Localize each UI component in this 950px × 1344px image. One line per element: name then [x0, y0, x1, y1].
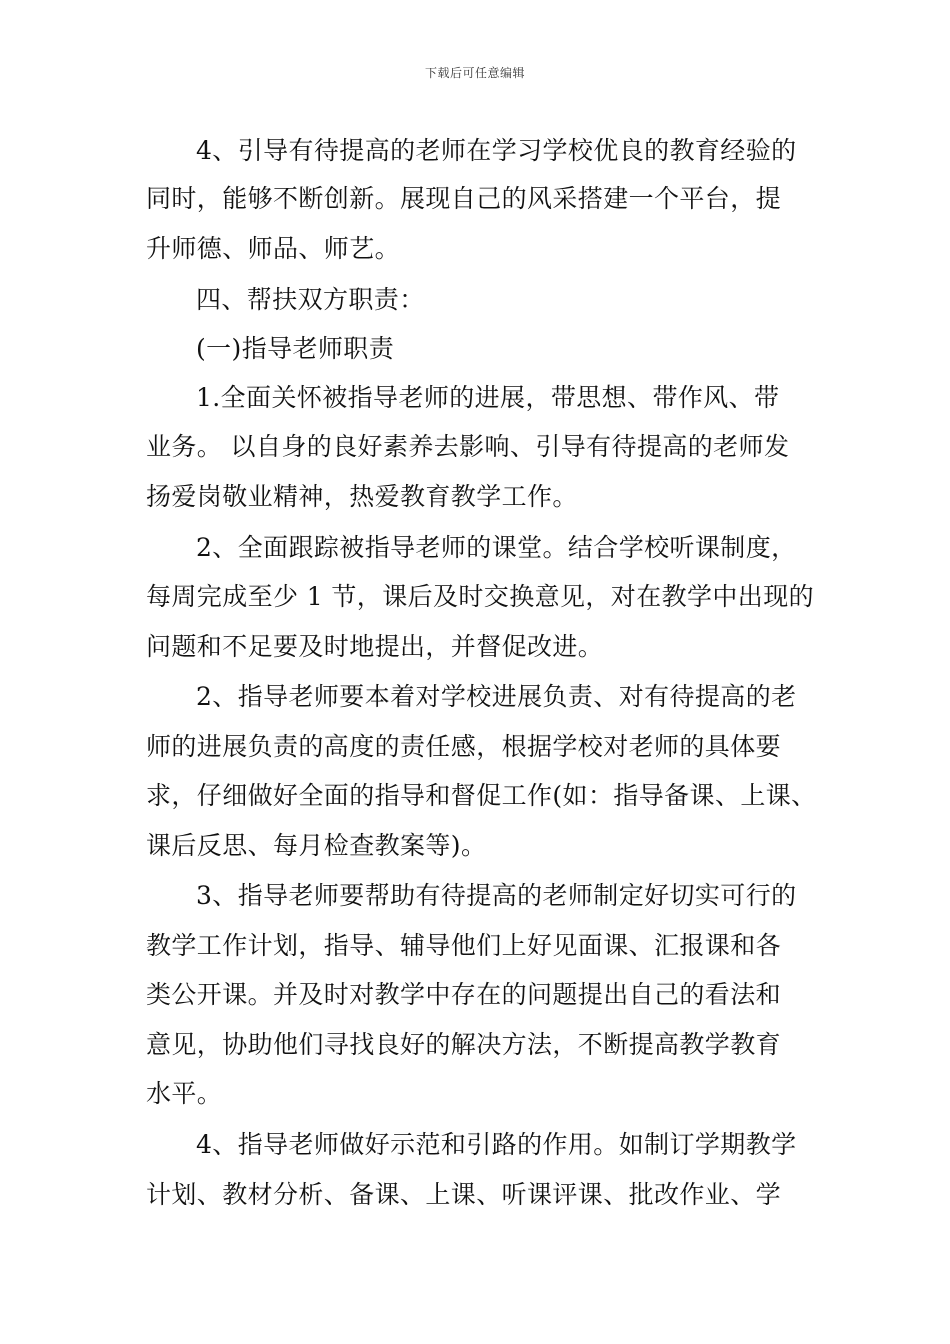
- paragraph-line: 每周完成至少 1 节，课后及时交换意见，对在教学中出现的: [146, 582, 815, 611]
- paragraph-line: 2、指导老师要本着对学校进展负责、对有待提高的老: [196, 682, 797, 711]
- paragraph-line: 意见，协助他们寻找良好的解决方法，不断提高教学教育: [146, 1030, 782, 1059]
- paragraph-line: 4、引导有待提高的老师在学习学校优良的教育经验的: [196, 136, 797, 165]
- paragraph-line: 扬爱岗敬业精神，热爱教育教学工作。: [146, 482, 578, 511]
- paragraph-line: 业务。 以自身的良好素养去影响、引导有待提高的老师发: [146, 432, 790, 461]
- page-header: 下载后可任意编辑: [424, 66, 525, 80]
- paragraph-line: 2、全面跟踪被指导老师的课堂。结合学校听课制度，: [196, 533, 797, 562]
- paragraph-line: 4、指导老师做好示范和引路的作用。如制订学期教学: [196, 1130, 797, 1159]
- paragraph-line: 3、指导老师要帮助有待提高的老师制定好切实可行的: [196, 881, 797, 910]
- paragraph-line: 升师德、师品、师艺。: [146, 234, 401, 263]
- subsection-heading: (一)指导老师职责: [196, 334, 395, 363]
- paragraph-line: 水平。: [146, 1079, 223, 1108]
- paragraph-line: 1.全面关怀被指导老师的进展，带思想、带作风、带: [196, 383, 780, 412]
- paragraph-line: 计划、教材分析、备课、上课、听课评课、批改作业、学: [146, 1180, 782, 1209]
- paragraph-line: 教学工作计划，指导、辅导他们上好见面课、汇报课和各: [146, 931, 782, 960]
- paragraph-line: 问题和不足要及时地提出，并督促改进。: [146, 632, 604, 661]
- paragraph-line: 求，仔细做好全面的指导和督促工作(如：指导备课、上课、: [146, 781, 817, 810]
- section-heading: 四、帮扶双方职责：: [196, 285, 425, 314]
- paragraph-line: 同时，能够不断创新。展现自己的风采搭建一个平台，提: [146, 184, 782, 213]
- paragraph-line: 师的进展负责的高度的责任感，根据学校对老师的具体要: [146, 732, 782, 761]
- paragraph-line: 课后反思、每月检查教案等)。: [146, 831, 487, 860]
- paragraph-line: 类公开课。并及时对教学中存在的问题提出自己的看法和: [146, 980, 782, 1009]
